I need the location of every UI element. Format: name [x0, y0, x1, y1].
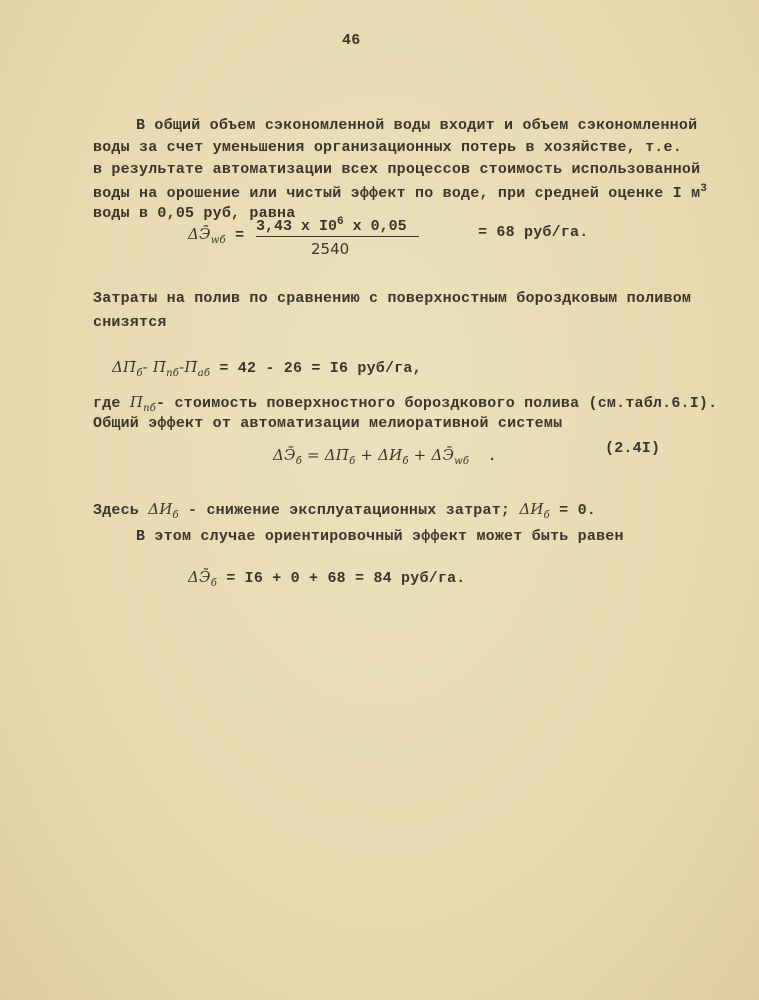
- paragraph2-line1: Затраты на полив по сравнению с поверхностным бороздковым поливом: [93, 290, 692, 307]
- total-effect-line: Общий эффект от автоматизации мелиоративной системы: [93, 415, 563, 432]
- paragraph1-line2: воды за счет уменьшения организационных потерь в хозяйстве, т.е.: [93, 139, 682, 156]
- page-number: 46: [342, 32, 361, 49]
- paragraph1-line4: [93, 183, 707, 202]
- paragraph1-line3: в результате автоматизации всех процессов стоимость использованной: [93, 161, 701, 178]
- formula1-numerator: 3,43 x $I0^6$ x 0,05: [256, 216, 419, 237]
- paragraph1-line1: В общий объем сэкономленной воды входит и объем сэкономленной: [136, 117, 698, 134]
- formula1-result: = 68 руб/га.: [478, 224, 589, 241]
- paragraph1-line4-text: воды на орошение или чистый эффект по воде, при средней оценке I м: [93, 185, 701, 202]
- cubic-superscript: 3: [700, 183, 708, 195]
- formula1-denominator: 2540: [311, 240, 350, 258]
- here-line: Здесь $\Delta И_б$ - снижение эксплуатационных затрат; $\Delta И_б = 0$.: [93, 500, 596, 521]
- formula3: $\Delta Э̄_б$ = $\Delta П̄_б + \Delta И_б$ + $\Delta Э̄_{wб}$ .: [273, 446, 497, 467]
- equation-number: (2.4I): [605, 440, 661, 457]
- case-line: В этом случае ориентировочный эффект может быть равен: [136, 528, 624, 545]
- where-line: где $П_{пб}-$ стоимость поверхностного бороздкового полива (см.табл.6.I).: [93, 393, 718, 414]
- paragraph1-line5: воды в 0,05 руб, равна: [93, 205, 296, 222]
- formula1-lhs: $\Delta Э̄_{wб}$ =: [188, 225, 245, 246]
- formula4: $\Delta Э̄_б = I6 + 0 + 68 = 84$ руб/га.: [188, 568, 466, 589]
- paragraph2-line2: снизятся: [93, 314, 167, 331]
- formula2: $\Delta П̄_б-$ $П̄_{пб}-П̄_{аб} = 42 - 26 = I6$ руб/га,: [112, 358, 422, 379]
